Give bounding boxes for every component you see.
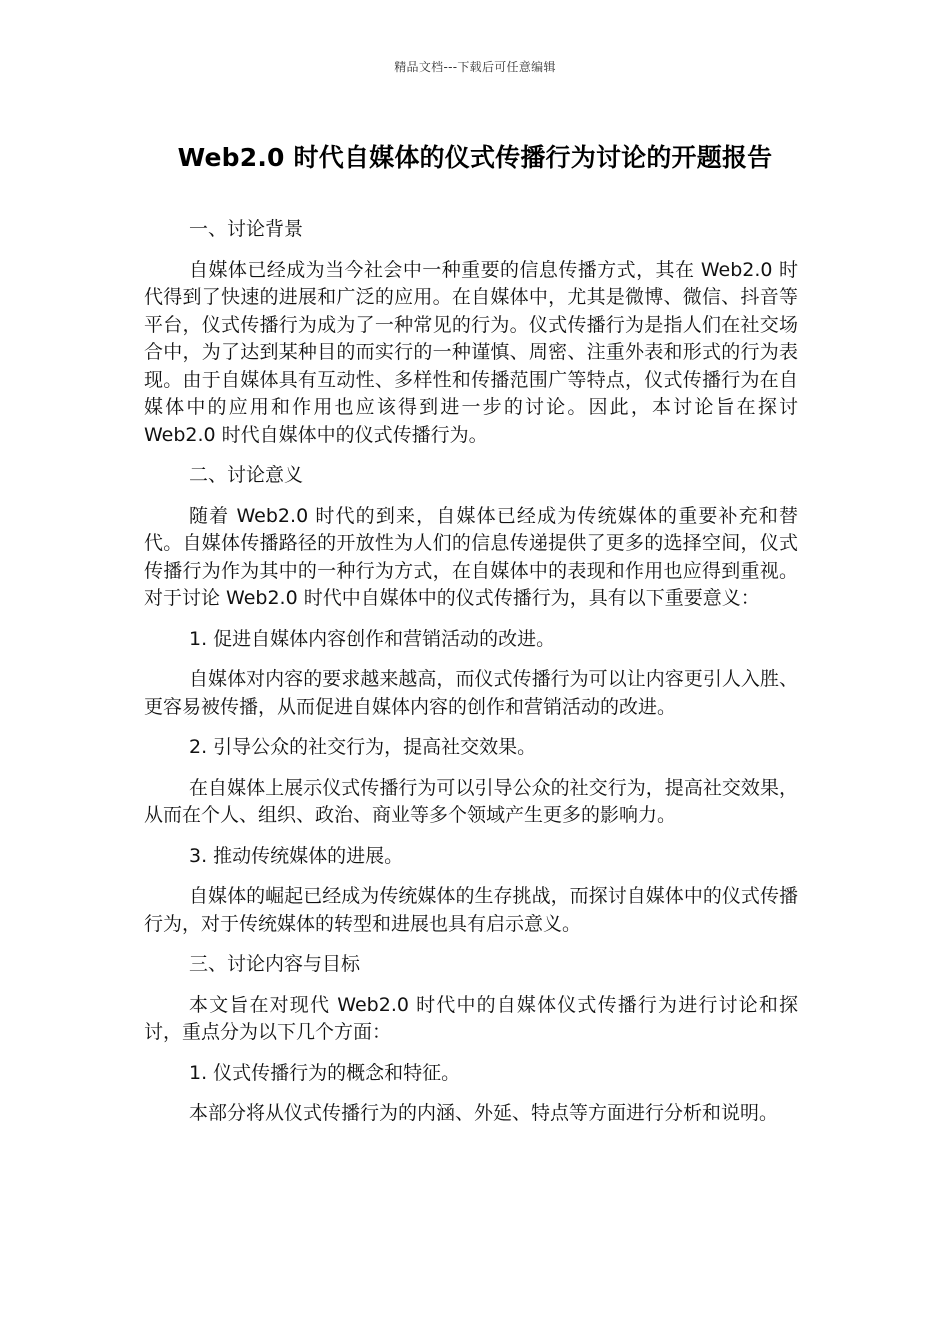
section-heading-content-goals: 三、讨论内容与目标	[189, 953, 361, 975]
paragraph-content-goals: 本文旨在对现代 Web2.0 时代中的自媒体仪式传播行为进行讨论和探讨，重点分为以下几个方面：	[144, 993, 798, 1043]
section-heading-significance: 二、讨论意义	[189, 464, 304, 486]
list-item-heading-1: 1. 促进自媒体内容创作和营销活动的改进。	[189, 627, 556, 650]
list-item-paragraph-3: 自媒体的崛起已经成为传统媒体的生存挑战，而探讨自媒体中的仪式传播行为，对于传统媒体的转型和进展也具有启示意义。	[144, 885, 798, 935]
list-item-paragraph-2: 在自媒体上展示仪式传播行为可以引导公众的社交行为，提高社交效果，从而在个人、组织、政治、商业等多个领域产生更多的影响力。	[144, 776, 798, 826]
list-item-heading-2: 2. 引导公众的社交行为，提高社交效果。	[189, 736, 537, 758]
section-heading-background: 一、讨论背景	[189, 218, 304, 240]
document-title: Web2.0 时代自媒体的仪式传播行为讨论的开题报告	[177, 143, 773, 172]
paragraph-significance: 随着 Web2.0 时代的到来，自媒体已经成为传统媒体的重要补充和替代。自媒体传播路径的开放性为人们的信息传递提供了更多的选择空间，仪式传播行为作为其中的一种行为方式，在自媒体中的表现和作用也应得到重视。对于讨论 Web2.0 时代中自媒体中的仪式传播行为，具有以下重要意义：	[144, 504, 798, 609]
paragraph-background: 自媒体已经成为当今社会中一种重要的信息传播方式，其在 Web2.0 时代得到了快速的进展和广泛的应用。在自媒体中，尤其是微博、微信、抖音等平台，仪式传播行为成为了一种常见的行为。仪式传播行为是指人们在社交场合中，为了达到某种目的而实行的一种谨慎、周密、注重外表和形式的行为表现。由于自媒体具有互动性、多样性和传播范围广等特点，仪式传播行为在自媒体中的应用和作用也应该得到进一步的讨论。因此，本讨论旨在探讨 Web2.0 时代自媒体中的仪式传播行为。	[144, 258, 798, 446]
list-item-paragraph-concept: 本部分将从仪式传播行为的内涵、外延、特点等方面进行分析和说明。	[189, 1102, 779, 1124]
document-body	[144, 216, 798, 1141]
list-item-heading-concept: 1. 仪式传播行为的概念和特征。	[189, 1061, 461, 1084]
header-note: 精品文档---下载后可任意编辑	[394, 60, 556, 74]
list-item-heading-3: 3. 推动传统媒体的进展。	[189, 844, 404, 867]
list-item-paragraph-1: 自媒体对内容的要求越来越高，而仪式传播行为可以让内容更引人入胜、更容易被传播，从而促进自媒体内容的创作和营销活动的改进。	[144, 668, 798, 718]
